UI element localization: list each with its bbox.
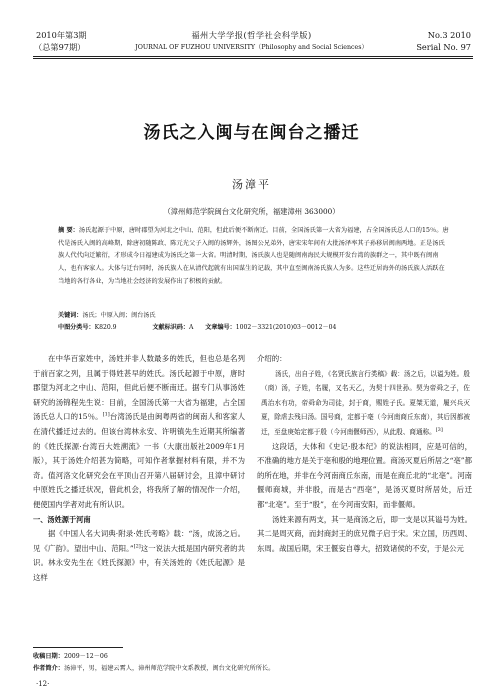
author-bio (33, 663, 274, 675)
issue-number: 2010年第3期 (36, 30, 87, 40)
article-title: 汤氏之入闽与在闽台之播迁 (143, 123, 360, 143)
author-name: 汤漳平 (232, 178, 271, 191)
received-label: 收稿日期： (33, 653, 64, 660)
journal-title-cn: 福州大学学报(哲学社会科学版) (191, 30, 312, 40)
journal-title-en: JOURNAL OF FUZHOU UNIVERSITY（Philosophy and Social Sciences） (135, 44, 368, 51)
classification-line (58, 322, 336, 333)
intro-text-cont: 台湾汤氏是由闽粤两省的闽南人和客家人在清代播迁过去的。但该台湾林永安、许明镇先生近期其所编著的《姓氏探源·台湾百大姓溯流》一书（大康出版社2009年1月版），其于汤姓介绍甚为简略，可知作者掌握材料有限，并不为奇。值河洛文化研究会在平顶山召开第八届研讨会，且漳中研讨中原姓氏之播迁状况，借此机会，将我所了解的情况作一介绍，便使国内学者对此有所认识。 (33, 412, 245, 509)
ref-2: [2] (133, 543, 141, 550)
keywords-text: 汤氏；中原入闽；闽台汤氏 (82, 312, 156, 319)
abstract-label: 摘 要： (58, 227, 79, 234)
serial-number-en: Serial No. 97 (416, 42, 471, 52)
ref-3: [3] (435, 426, 443, 433)
author-bio-label: 作者简介： (33, 665, 64, 672)
intro-text: 在中华百家姓中，汤姓并非人数最多的姓氏，但也总是名列于前百家之列，且属于得姓甚早的姓氏。汤氏起源于中原，唐时郡望为河北之中山、范阳，但此后便不断南迁。据专门从事汤姓研究的汤锦程先生说：目前，全国汤氏第一大省为福建，占全国汤氏总人口的15％。 (33, 354, 245, 422)
author-affiliation: （漳州师范学院闽台文化研究所，福建漳州 363000） (163, 207, 340, 216)
abstract-text: 汤氏起源于中原，唐时郡望为河北之中山、范阳，但此后便不断南迁。目前，全国汤氏第一大省为福建，占全国汤氏总人口的15％。唐代是汤氏入闽的高峰期，除唐初随陈政、陈元光父子入闽的汤辉外，汤图公兄弟外，唐宋宋年间有大批汤泽率其子孙移居闽南两地。正是汤氏族人代代向迁繁衍，才形成今日福建成为汤氏之第一大省。明清时期，汤氏族人也是随闽南海民大规模开发台湾的族群之一，其中既有闽南人，也有客家人。大体与迁台同时，汤氏族人在从清代起就有出国谋生的记载，其中直至闽南汤氏族人为多。这些迁居海外的汤氏族人活跃在当地的各行各业，为当地社会经济的发展作出了积极的贡献。 (58, 227, 449, 285)
section-1-text: 据《中国人名大词典·附录·姓氏考略》载：“汤，成汤之后。见《广韵》。望出中山、范阳。” (33, 529, 245, 553)
paragraph-2: 这段话，大体和《史记·殷本纪》的说法相同，应是可信的，不准确的地方是关于亳和殷的地理位置。商汤灭夏后所居之“亳”都的所在地，并非在今河南商丘东南，而是在商丘北的“北亳”。河南偃师商城，并非殷，而是古“西亳”，是汤灭夏时所居处，后迁都“北亳”。至于“殷”，在今河南安阳，而非偃师。 (257, 441, 472, 509)
header-rule-bottom (33, 58, 473, 59)
intro-paragraph (33, 352, 245, 513)
author-bio-text: 汤漳平，男，福建云霄人，漳州师范学院中文系教授，闽台文化研究所所长。 (63, 665, 275, 672)
ref-1: [1] (102, 411, 110, 418)
received-value: 2009－12－06 (63, 653, 108, 660)
right-intro: 介绍的： (257, 354, 287, 363)
keywords-label: 关键词： (58, 312, 83, 319)
footnote-rule (33, 647, 123, 648)
doc-code-label: 文献标识码： (152, 324, 189, 331)
article-number: 1002－3321(2010)03－0012－04 (235, 324, 337, 331)
abstract (58, 225, 450, 289)
clc-label: 中图分类号： (58, 324, 95, 331)
clc-code: K820.9 (94, 324, 117, 331)
article-number-label: 文章编号： (205, 324, 236, 331)
quote-text: 汤氏，出自子姓，《名贤氏族言行类稿》载：汤之后，以谥为姓。殷（商）汤，子姓，名履，又名天乙，为契十四世孙。契为帝舜之子，佐禹治水有功，帝舜命为司徒，封于商，赐姓子氏。夏桀无道，履兴兵灭夏，除虐去残曰汤。国号商，定都于亳（今河南商丘东南），其后因都被迁，至盘庚始定都于殷（今河南偃师西），从此殷、商通称。 (261, 369, 470, 436)
header-rule-top (33, 56, 473, 57)
right-column (257, 352, 472, 556)
keywords (58, 310, 156, 321)
section-1-text-cont: 这一说法大抵是国内研究者的共识。林永安先生在《姓氏探源》中，有关汤姓的《姓氏起源》是这样 (33, 543, 245, 582)
received-date (33, 651, 108, 663)
issue-number-en: No.3 2010 (427, 30, 471, 40)
section-1-paragraph (33, 527, 245, 585)
doc-code: A (189, 324, 194, 331)
left-column (33, 352, 245, 586)
page-number: ·12· (36, 680, 50, 688)
paragraph-3: 汤姓来源有两支，其一是商汤之后，即一支是以其谥号为姓。其二是周灭商，而封商封王的庶兄微子启于宋。宋立国，历西周、东周。战国后期，宋王偃妄自尊大，招致诸侯的不安，于是公元 (257, 514, 472, 553)
block-quote (257, 367, 472, 440)
serial-number-cn: （总第97期） (34, 42, 86, 52)
section-heading-1: 一、汤姓源于河南 (33, 514, 91, 524)
